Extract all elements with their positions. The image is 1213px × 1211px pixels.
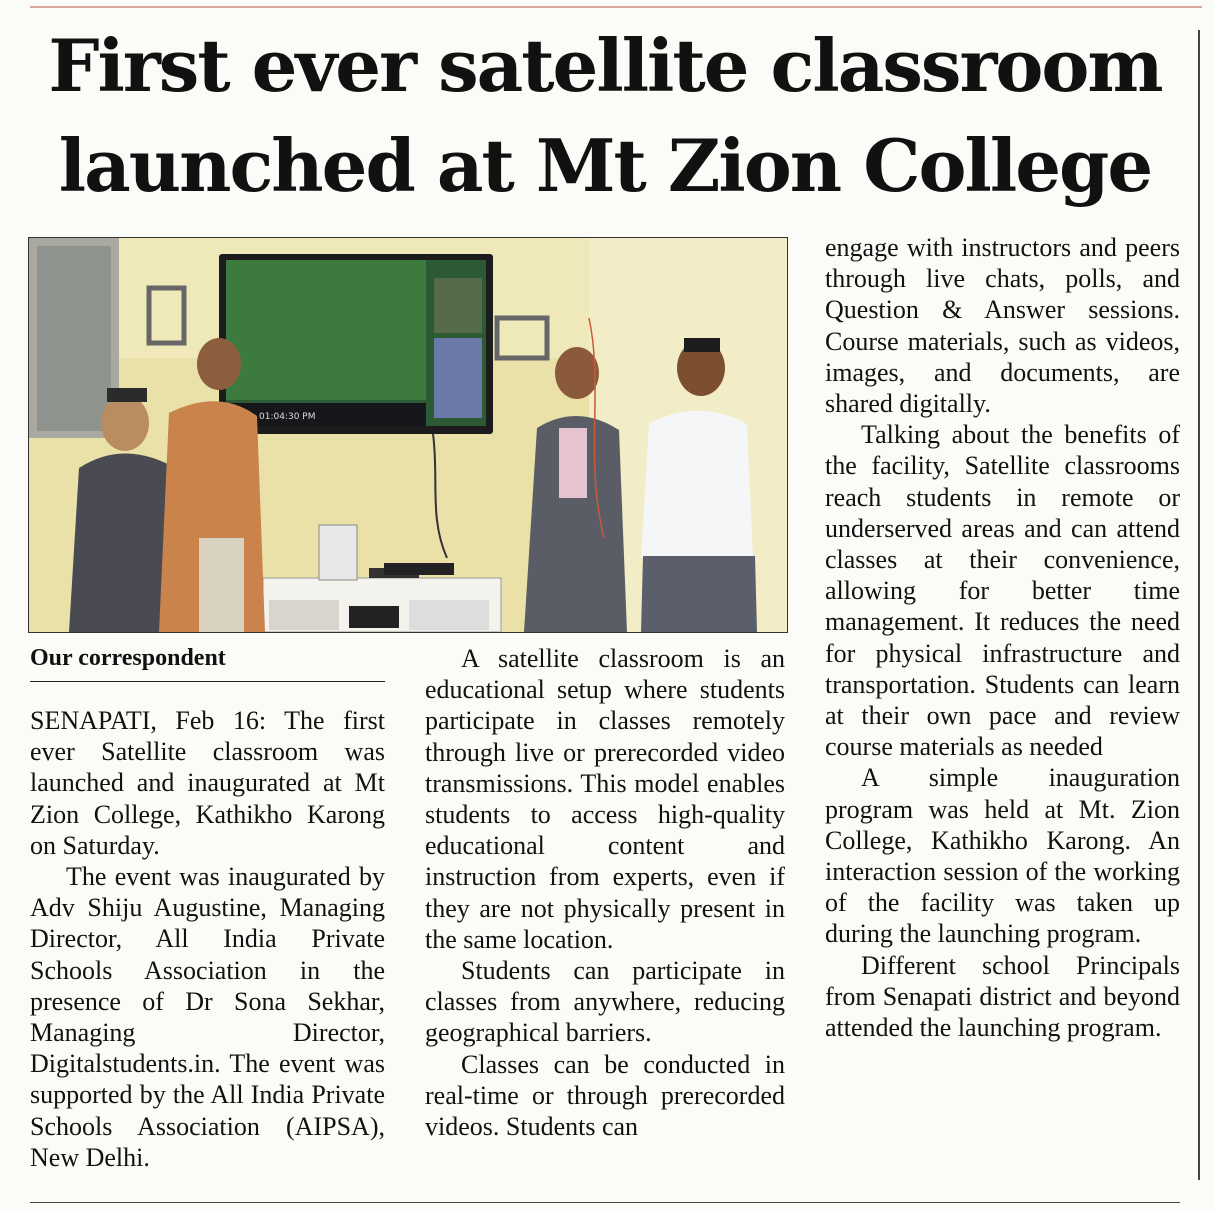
paragraph: SENAPATI, Feb 16: The first ever Satellite classroom was launched and inaugurated at Mt Zion College, Kathikho Karong on Saturday.: [30, 706, 385, 860]
paragraph: Classes can be conducted in real-time or through prerecorded videos. Students can: [425, 1049, 785, 1142]
headline-line-2: launched at Mt Zion College: [58, 123, 1152, 208]
news-photo: [28, 237, 788, 633]
headline: [30, 16, 1180, 216]
top-rule: [30, 6, 1202, 8]
paragraph: A simple inauguration program was held at Mt. Zion College, Kathikho Karong. An interaction session of the working of the facility was taken up during the launching program.: [825, 763, 1180, 949]
paragraph: Different school Principals from Senapati district and beyond attended the launching program.: [825, 950, 1180, 1043]
paragraph: engage with instructors and peers through live chats, polls, and Question & Answer sessions. Course materials, such as videos, images, and documents, are shared digitally.: [825, 233, 1180, 419]
photo-illustration: [29, 238, 787, 632]
article-column-3: [825, 232, 1180, 1043]
paragraph: The event was inaugurated by Adv Shiju Augustine, Managing Director, All India Private Schools Association in the presence of Dr Sona Sekhar, Managing Director, Digitalstudents.in. The event was supported by the All India Private Schools Association (AIPSA), New Delhi.: [30, 862, 385, 1172]
byline-rule: [30, 681, 385, 682]
bottom-rule: [30, 1202, 1180, 1203]
headline-line-1: First ever satellite classroom: [48, 23, 1162, 108]
paragraph: A satellite classroom is an educational setup where students participate in classes remotely through live or prerecorded video transmissions. This model enables students to access high-quality educational content and instruction from experts, even if they are not physically present in the same location.: [425, 644, 785, 954]
byline: Our correspondent: [30, 645, 226, 671]
paragraph: Students can participate in classes from anywhere, reducing geographical barriers.: [425, 956, 785, 1048]
paragraph: Talking about the benefits of the facility, Satellite classrooms reach students in remote or underserved areas and can attend classes at their convenience, allowing for better time management. It reduces the need for physical infrastructure and transportation. Students can learn at their own pace and review course materials as needed: [825, 420, 1180, 762]
article-column-2: [425, 643, 785, 1142]
screen-clock: 01:04:30 PM: [259, 412, 316, 422]
column-rule-right: [1198, 30, 1200, 1180]
article-column-1: [30, 705, 385, 1173]
